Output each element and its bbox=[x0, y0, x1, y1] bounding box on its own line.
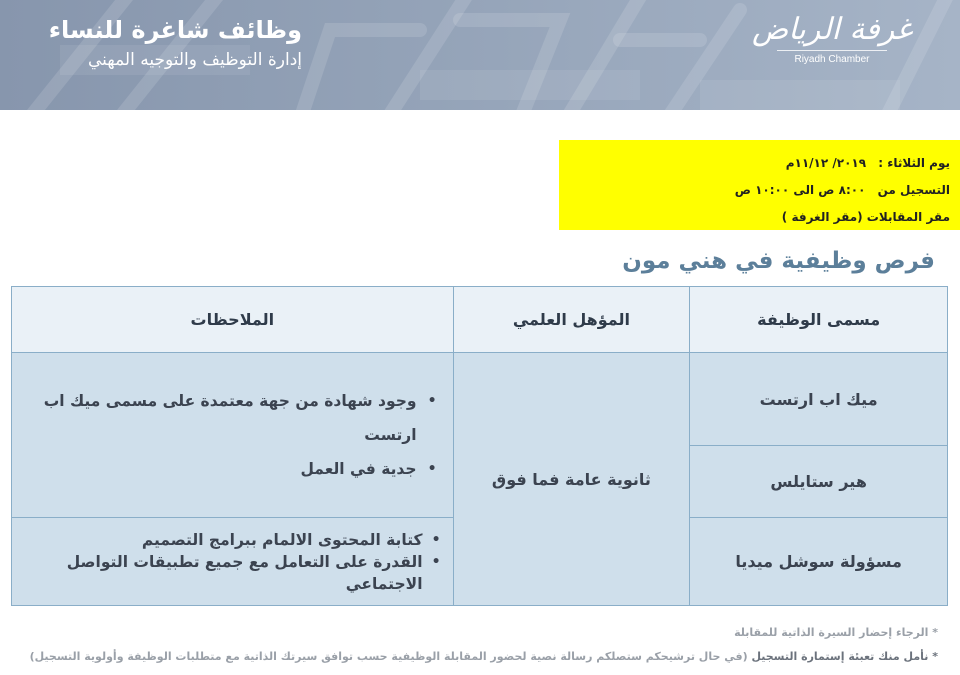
notes-list bbox=[26, 384, 445, 486]
table-header-row bbox=[12, 287, 948, 353]
page-subtitle: إدارة التوظيف والتوجيه المهني bbox=[87, 50, 302, 70]
riyadh-chamber-logo bbox=[752, 12, 912, 82]
logo-arabic-wordmark: غرفة الرياض bbox=[752, 12, 912, 47]
note-item: • جدية في العمل bbox=[26, 452, 445, 486]
interview-date-label: يوم الثلاثاء : bbox=[878, 156, 950, 170]
logo-divider bbox=[777, 50, 887, 51]
registration-time-value: ٨:٠٠ ص الى ١٠:٠٠ ص bbox=[734, 183, 866, 197]
page-title: وظائف شاغرة للنساء bbox=[48, 16, 302, 44]
registration-time bbox=[559, 177, 950, 204]
jobs-table bbox=[11, 286, 948, 606]
interview-info-box bbox=[559, 140, 960, 230]
note-item: • وجود شهادة من جهة معتمدة على مسمى ميك اب ارتست bbox=[26, 384, 445, 452]
header-job-title: مسمى الوظيفة bbox=[690, 287, 948, 353]
notes-cell bbox=[12, 518, 454, 606]
section-title: فرص وظيفية في هني مون bbox=[622, 248, 935, 274]
interview-date-value: ٢٠١٩/ ١١/١٢م bbox=[785, 156, 867, 170]
job-title-cell: هير ستايلس bbox=[690, 446, 948, 518]
interview-date bbox=[559, 150, 950, 177]
logo-caption: Riyadh Chamber bbox=[794, 54, 870, 65]
table-row bbox=[12, 353, 948, 446]
header-banner bbox=[0, 0, 960, 110]
note-item: • كتابة المحتوى الالمام ببرامج التصميم bbox=[26, 529, 445, 551]
footnotes bbox=[18, 621, 938, 669]
header-qualification: المؤهل العلمي bbox=[453, 287, 690, 353]
notes-cell bbox=[12, 353, 454, 518]
footnote-cv: * الرجاء إحضار السيرة الذاتية للمقابلة bbox=[734, 626, 938, 639]
header-notes: الملاحظات bbox=[12, 287, 454, 353]
job-title-cell: مسؤولة سوشل ميديا bbox=[690, 518, 948, 606]
footnote-registration-emphasis: * نأمل منك تعبئة إستمارة التسجيل bbox=[751, 650, 938, 663]
footnote-registration-detail: (في حال ترشيحكم ستصلكم رسالة نصية لحضور المقابلة الوظيفية حسب توافق سيرتك الذاتية مع متطلبات الوظيفة وأولوية التسجيل) bbox=[29, 650, 752, 663]
footnote-registration bbox=[18, 645, 938, 669]
job-title-cell: ميك اب ارتست bbox=[690, 353, 948, 446]
registration-time-label: التسجيل من bbox=[877, 183, 950, 197]
interview-venue: مقر المقابلات (مقر الغرفة ) bbox=[781, 210, 950, 224]
note-item: • القدرة على التعامل مع جميع تطبيقات التواصل الاجتماعي bbox=[26, 551, 445, 595]
notes-list bbox=[26, 529, 445, 595]
qualification-cell: ثانوية عامة فما فوق bbox=[453, 353, 690, 606]
